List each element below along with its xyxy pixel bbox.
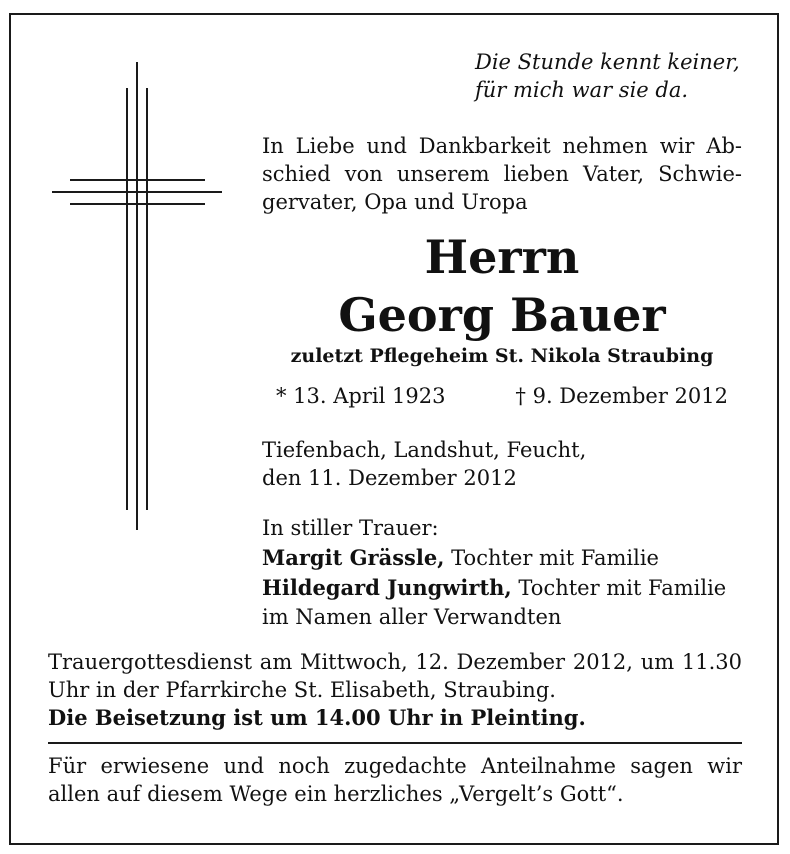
thanks-line-2: allen auf diesem Wege ein herzliches „Vergelt’s Gott“. — [48, 782, 624, 806]
mourners-closing: im Namen aller Verwandten — [262, 605, 562, 629]
mourner-relation: Tochter mit Familie — [511, 576, 727, 600]
mourner-row — [262, 543, 742, 573]
motto-verse — [475, 48, 765, 104]
service-line-2: Uhr in der Pfarrkirche St. Elisabeth, Straubing. — [48, 678, 556, 702]
birth-date: * 13. April 1923 — [276, 384, 446, 408]
mourner-name: Hildegard Jungwirth, — [262, 575, 512, 600]
service-line-1: Trauergottesdienst am Mittwoch, 12. Dezember 2012, um 11.30 — [48, 650, 742, 674]
mourners-block — [262, 514, 742, 632]
intro-line-3: gervater, Opa und Uropa — [262, 190, 528, 214]
motto-line-1: Die Stunde kennt keiner, — [475, 50, 740, 74]
date-line: den 11. Dezember 2012 — [262, 466, 517, 490]
place-line: Tiefenbach, Landshut, Feucht, — [262, 438, 587, 462]
mourners-heading: In stiller Trauer: — [262, 516, 439, 540]
funeral-service-info — [48, 648, 742, 732]
mourner-relation: Tochter mit Familie — [444, 546, 659, 570]
divider — [48, 742, 742, 744]
intro-text — [262, 132, 742, 216]
deceased-name-block — [262, 228, 742, 344]
last-residence: zuletzt Pflegeheim St. Nikola Straubing — [290, 345, 714, 367]
motto-line-2: für mich war sie da. — [475, 78, 689, 102]
life-dates — [276, 382, 728, 410]
intro-line-1: In Liebe und Dankbarkeit nehmen wir Ab- — [262, 134, 742, 158]
mourner-row — [262, 573, 742, 603]
thanks-text — [48, 752, 742, 808]
thanks-line-1: Für erwiesene und noch zugedachte Anteilnahme sagen wir — [48, 754, 742, 778]
deceased-name: Georg Bauer — [338, 288, 666, 342]
salutation: Herrn — [424, 230, 580, 284]
death-date: † 9. Dezember 2012 — [515, 384, 728, 408]
intro-line-2: schied von unserem lieben Vater, Schwie- — [262, 162, 742, 186]
burial-info: Die Beisetzung ist um 14.00 Uhr in Pleinting. — [48, 705, 586, 730]
place-and-date — [262, 436, 742, 492]
mourner-name: Margit Grässle, — [262, 545, 445, 570]
